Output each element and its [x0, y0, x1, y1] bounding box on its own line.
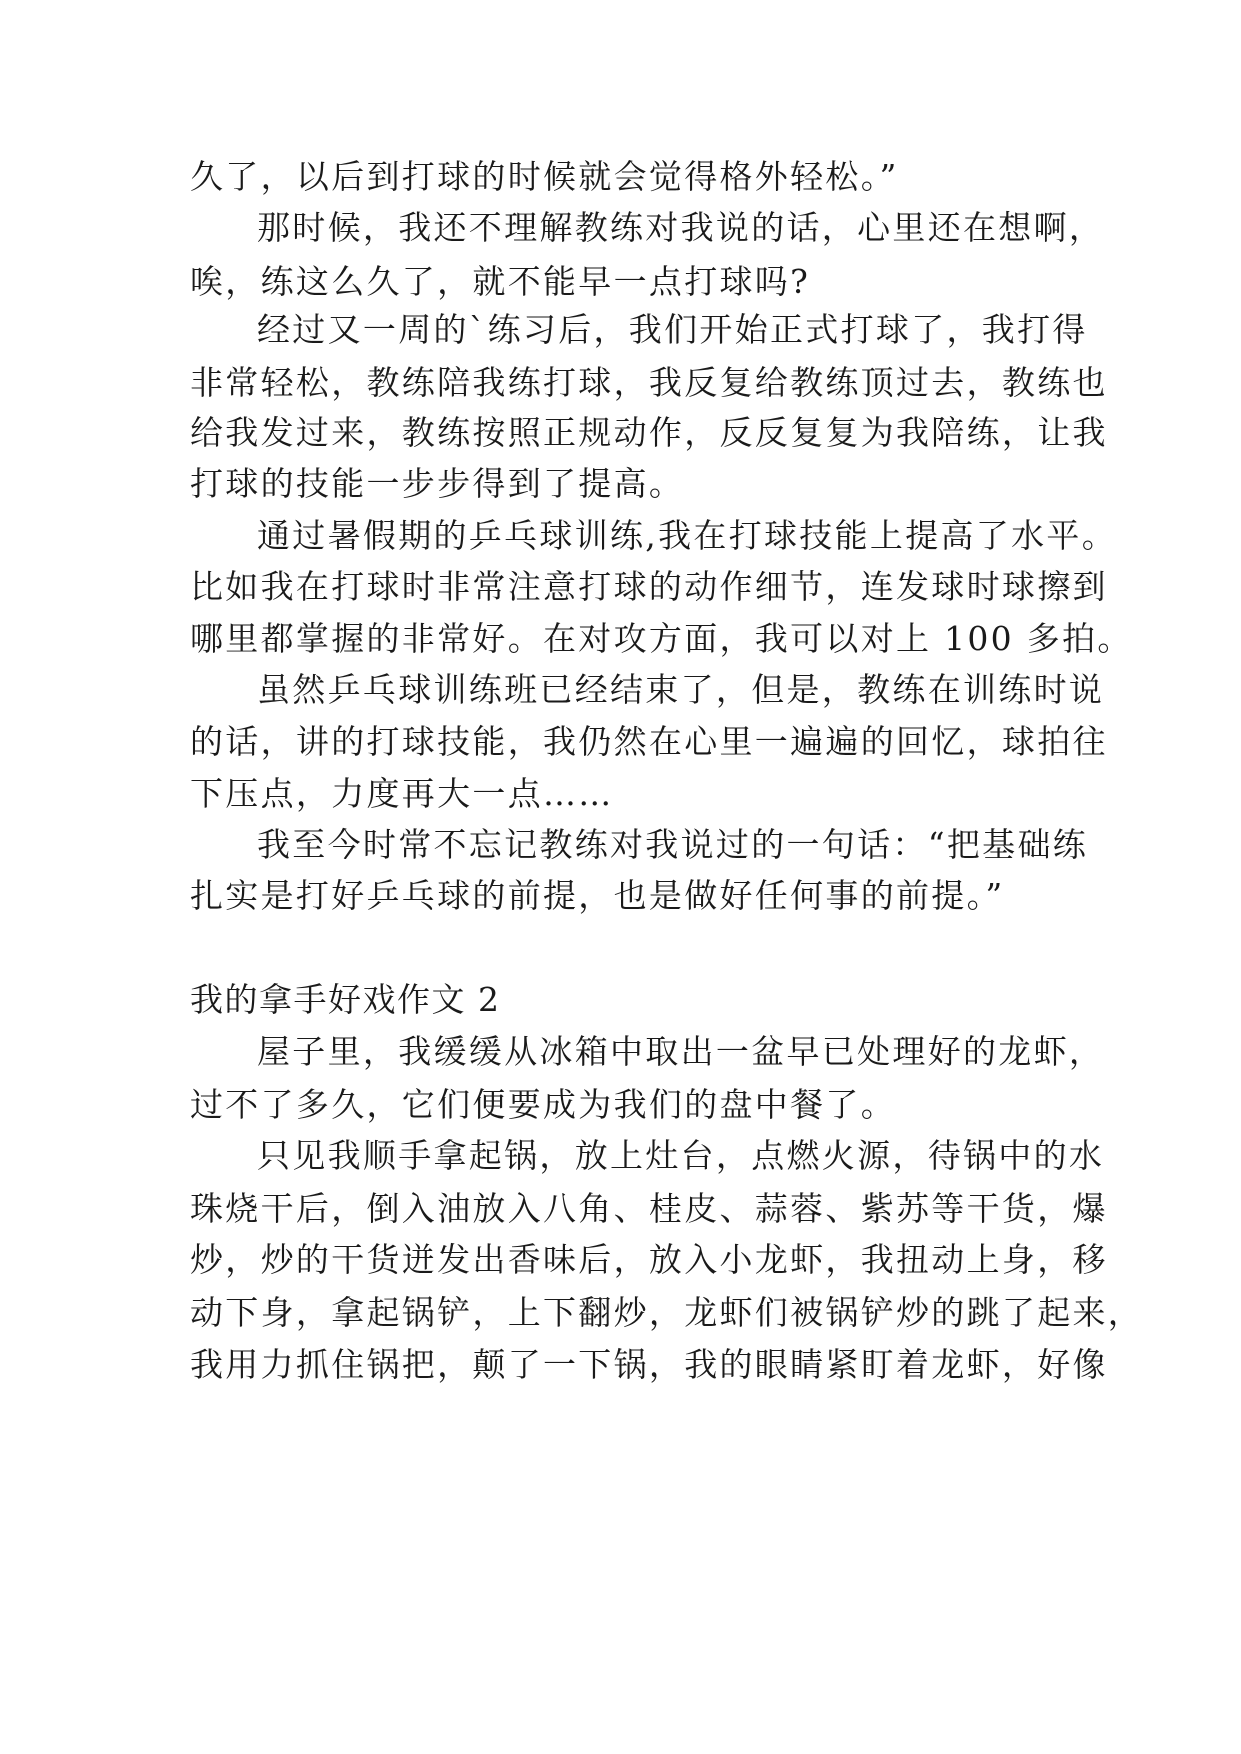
- text-line: 哪里都掌握的非常好。在对攻方面，我可以对上 100 多拍。: [190, 619, 1133, 658]
- section-heading: 我的拿手好戏作文 2: [190, 980, 501, 1019]
- text-line: 只见我顺手拿起锅，放上灶台，点燃火源，待锅中的水: [257, 1136, 1105, 1175]
- text-line: 炒，炒的干货迸发出香味后，放入小龙虾，我扭动上身，移: [190, 1240, 1108, 1279]
- text-line: 扎实是打好乒乓球的前提，也是做好任何事的前提。”: [190, 876, 1005, 915]
- text-line: 珠烧干后，倒入油放入八角、桂皮、蒜蓉、紫苏等干货，爆: [190, 1189, 1108, 1228]
- text-line: 给我发过来，教练按照正规动作，反反复复为我陪练，让我: [190, 413, 1108, 452]
- text-line: 我至今时常不忘记教练对我说过的一句话：“把基础练: [257, 825, 1089, 864]
- text-line: 过不了多久，它们便要成为我们的盘中餐了。: [190, 1085, 896, 1124]
- text-line: 虽然乒乓球训练班已经结束了，但是，教练在训练时说: [257, 670, 1105, 709]
- text-line: 动下身，拿起锅铲，上下翻炒，龙虾们被锅铲炒的跳了起来，: [190, 1293, 1144, 1332]
- text-line: 屋子里，我缓缓从冰箱中取出一盆早已处理好的龙虾，: [257, 1032, 1105, 1071]
- text-line: 唉，练这么久了，就不能早一点打球吗?: [190, 262, 811, 301]
- text-line: 我用力抓住锅把，颠了一下锅，我的眼睛紧盯着龙虾，好像: [190, 1345, 1108, 1384]
- text-line: 的话，讲的打球技能，我仍然在心里一遍遍的回忆，球拍往: [190, 722, 1108, 761]
- text-line: 打球的技能一步步得到了提高。: [190, 464, 685, 503]
- text-line: 通过暑假期的乒乓球训练,我在打球技能上提高了水平。: [257, 516, 1117, 555]
- text-line: 经过又一周的`练习后，我们开始正式打球了，我打得: [257, 310, 1088, 349]
- text-line: 久了，以后到打球的时候就会觉得格外轻松。”: [190, 157, 899, 196]
- text-line: 下压点，力度再大一点……: [190, 774, 614, 813]
- text-line: 那时候，我还不理解教练对我说的话，心里还在想啊，: [257, 208, 1105, 247]
- text-line: 非常轻松，教练陪我练打球，我反复给教练顶过去，教练也: [190, 363, 1108, 402]
- text-line: 比如我在打球时非常注意打球的动作细节，连发球时球擦到: [190, 567, 1108, 606]
